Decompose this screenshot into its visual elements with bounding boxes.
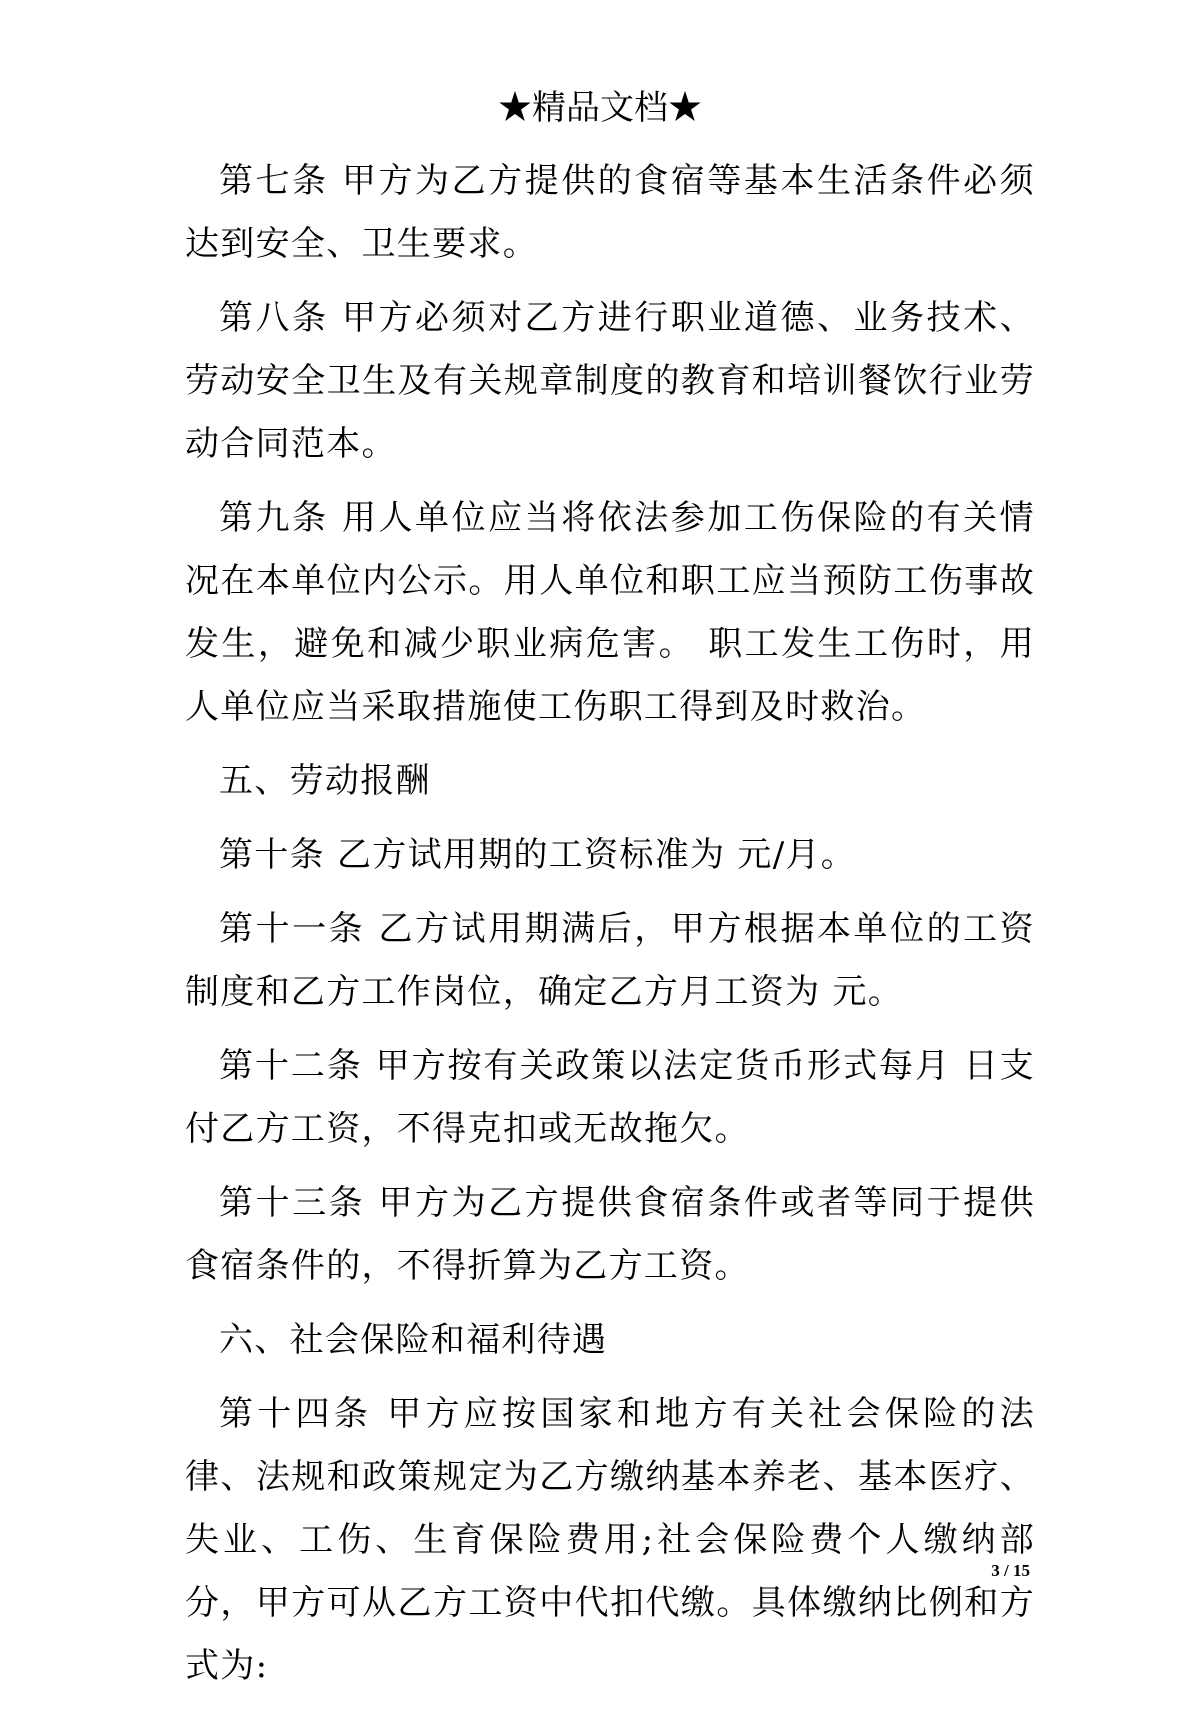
article-7-paragraph: 第七条 甲方为乙方提供的食宿等基本生活条件必须达到安全、卫生要求。 — [185, 161, 1035, 264]
article-12-paragraph: 第十二条 甲方按有关政策以法定货币形式每月 日支付乙方工资，不得克扣或无故拖欠。 — [185, 1046, 1035, 1149]
document-body — [185, 150, 1035, 1709]
article-14-paragraph: 第十四条 甲方应按国家和地方有关社会保险的法律、法规和政策规定为乙方缴纳基本养老、基本医疗、失业、工伤、生育保险费用;社会保险费个人缴纳部分，甲方可从乙方工资中代扣代缴。具体缴纳比例和方式为: — [185, 1394, 1035, 1686]
article-9-paragraph: 第九条 用人单位应当将依法参加工伤保险的有关情况在本单位内公示。用人单位和职工应当预防工伤事故发生，避免和减少职业病危害。 职工发生工伤时，用人单位应当采取措施使工伤职工得到及时救治。 — [185, 498, 1035, 727]
article-8-paragraph: 第八条 甲方必须对乙方进行职业道德、业务技术、劳动安全卫生及有关规章制度的教育和培训餐饮行业劳动合同范本。 — [185, 298, 1035, 464]
article-13-paragraph: 第十三条 甲方为乙方提供食宿条件或者等同于提供食宿条件的，不得折算为乙方工资。 — [185, 1183, 1035, 1286]
article-10-paragraph: 第十条 乙方试用期的工资标准为 元/月。 — [219, 835, 857, 875]
page-number: 3 / 15 — [991, 1561, 1030, 1580]
section-6-heading: 六、社会保险和福利待遇 — [219, 1320, 608, 1360]
section-5-heading: 五、劳动报酬 — [219, 761, 431, 801]
article-11-paragraph: 第十一条 乙方试用期满后，甲方根据本单位的工资制度和乙方工作岗位，确定乙方月工资为 元。 — [185, 909, 1035, 1012]
document-header-title: ★精品文档★ — [498, 88, 702, 128]
